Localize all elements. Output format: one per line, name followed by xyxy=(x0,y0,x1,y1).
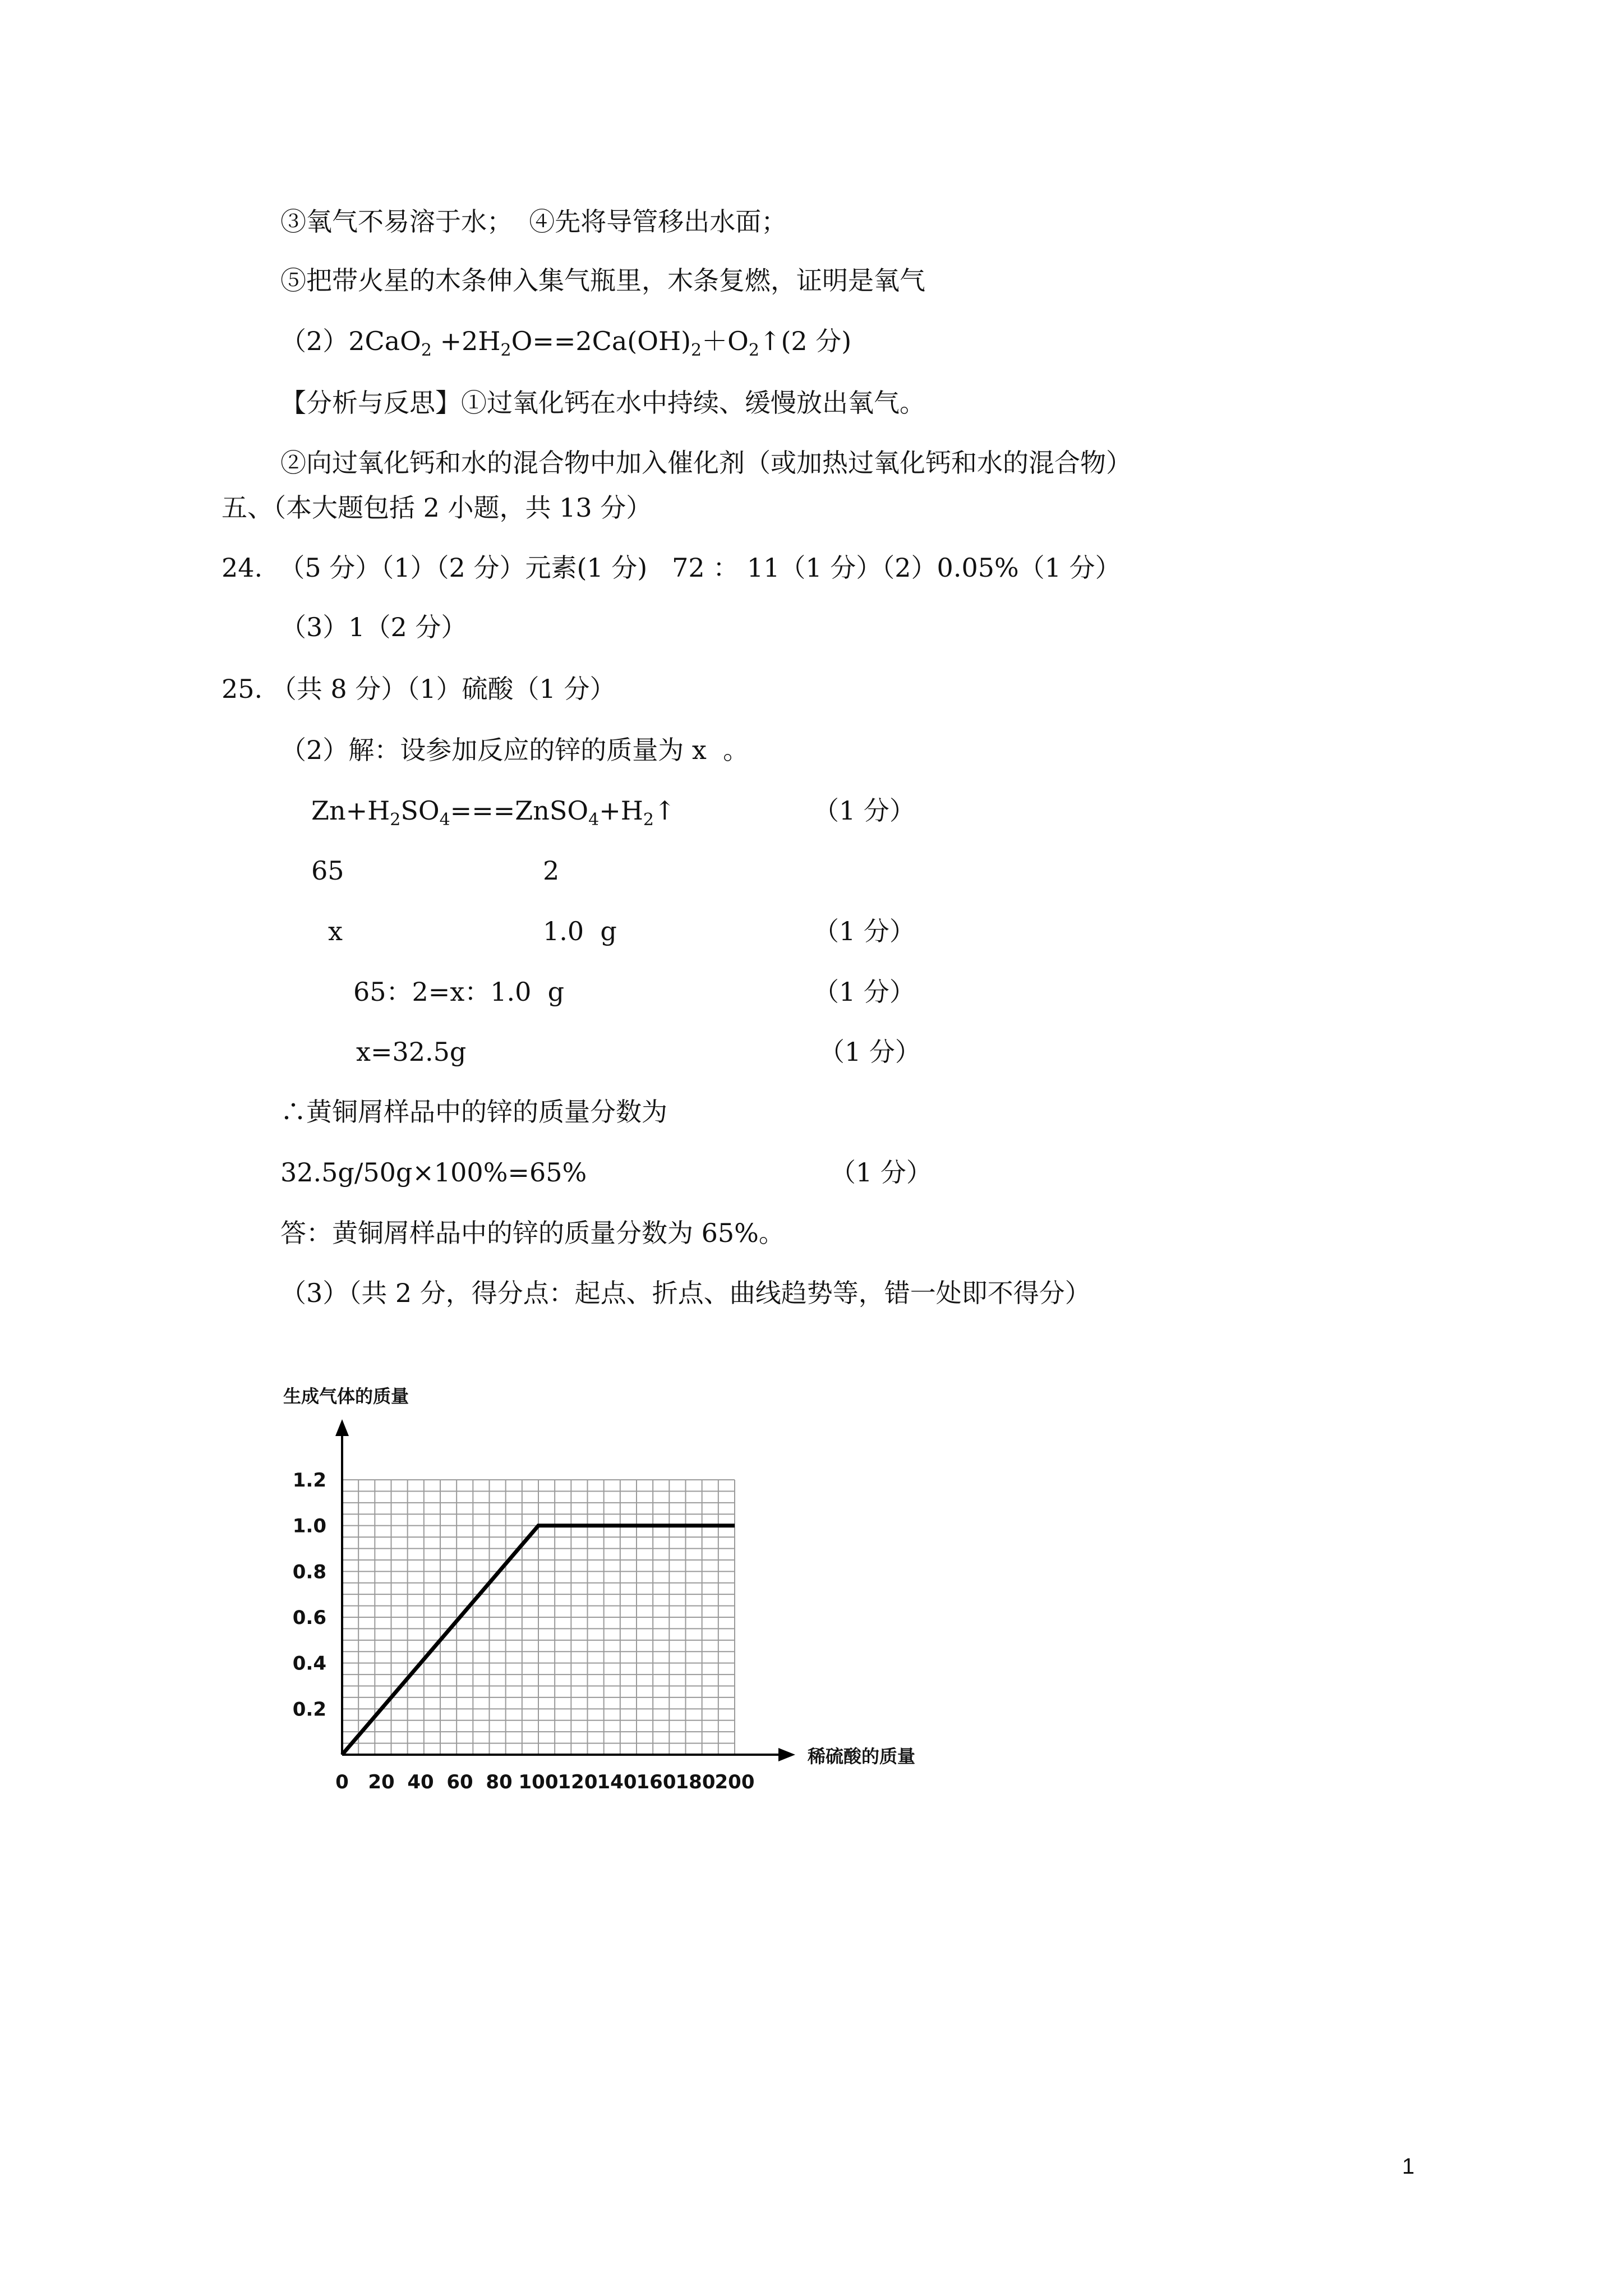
text-line-4: 【分析与反思】①过氧化钙在水中持续、缓慢放出氧气。 xyxy=(280,388,925,418)
x-tick-label: 60 xyxy=(446,1771,473,1793)
x-tick-label: 120 xyxy=(557,1771,598,1793)
ratio-row-2-right: 1.0 g xyxy=(543,916,617,946)
y-tick-label: 0.2 xyxy=(292,1698,326,1721)
ratio-row-2-left: x xyxy=(328,916,343,946)
chart-axes xyxy=(335,1419,795,1761)
text-line-2: ⑤把带火星的木条伸入集气瓶里，木条复燃，证明是氧气 xyxy=(280,265,925,296)
y-tick-label: 0.4 xyxy=(292,1652,326,1675)
page-number: 1 xyxy=(1402,2154,1415,2179)
y-axis-arrow xyxy=(335,1419,349,1436)
x-tick-label: 100 xyxy=(518,1771,559,1793)
x-tick-label: 80 xyxy=(486,1771,513,1793)
text-line-3: $(2)2CaO_2 +2H_2O==2Ca(OH)_2+O_2↑(2$ 分) xyxy=(280,326,852,360)
ratio-row-1-right: 2 xyxy=(543,855,560,886)
section-heading: 五、（本大题包括 2 小题，共 13 分） xyxy=(222,493,652,523)
x-tick-label: 200 xyxy=(714,1771,755,1793)
x-axis-arrow xyxy=(778,1748,795,1761)
proportion: 65：2=x：1.0 g xyxy=(353,977,565,1007)
y-tick-label: 0.8 xyxy=(292,1561,326,1584)
chemical-equation: $Zn+H_2SO_4===ZnSO_4+H_2↑$ xyxy=(311,795,676,830)
chart-grid xyxy=(342,1480,735,1755)
y-tick-label: 1.0 xyxy=(292,1515,326,1538)
percentage-calc: 32.5g/50g×100%=65% xyxy=(280,1157,587,1188)
answer-line: 答：黄铜屑样品中的锌的质量分数为 65%。 xyxy=(280,1218,785,1248)
percentage-score: （1 分） xyxy=(830,1157,932,1188)
x-tick-label: 160 xyxy=(636,1771,676,1793)
ratio-row-2-score: （1 分） xyxy=(813,916,915,946)
y-tick-label: 1.2 xyxy=(292,1469,326,1492)
text-line-1: ③氧气不易溶于水； ④先将导管移出水面； xyxy=(280,206,787,237)
x-axis-label: 稀硫酸的质量 xyxy=(808,1746,916,1767)
question-24: 24. （5 分）（1）（2 分）元素(1 分) 72 ： 11（1 分）（2）0.05%（1 分） xyxy=(222,553,1121,583)
proportion-score: （1 分） xyxy=(813,977,915,1007)
solution: x=32.5g xyxy=(356,1037,467,1067)
y-tick-label: 0.6 xyxy=(292,1607,326,1629)
text-line-5: ②向过氧化钙和水的混合物中加入催化剂（或加热过氧化钙和水的混合物） xyxy=(280,448,1132,478)
question-24-part3: （3）1（2 分） xyxy=(280,612,467,642)
x-tick-label: 140 xyxy=(597,1771,637,1793)
x-tick-label: 40 xyxy=(407,1771,434,1793)
x-tick-label: 0 xyxy=(335,1771,349,1793)
ratio-row-1-left: 65 xyxy=(311,855,344,886)
y-axis-label: 生成气体的质量 xyxy=(283,1386,409,1407)
text-line-therefore: ∴黄铜屑样品中的锌的质量分数为 xyxy=(280,1097,667,1127)
x-tick-label: 20 xyxy=(368,1771,395,1793)
question-25: 25. （共 8 分）（1）硫酸（1 分） xyxy=(222,674,616,704)
equation-score: （1 分） xyxy=(813,795,915,826)
x-tick-label: 180 xyxy=(675,1771,716,1793)
part3-line: （3）（共 2 分，得分点：起点、折点、曲线趋势等，错一处即不得分） xyxy=(280,1278,1091,1308)
question-25-part2: （2）解：设参加反应的锌的质量为 x 。 xyxy=(280,735,749,765)
solution-score: （1 分） xyxy=(819,1037,921,1067)
